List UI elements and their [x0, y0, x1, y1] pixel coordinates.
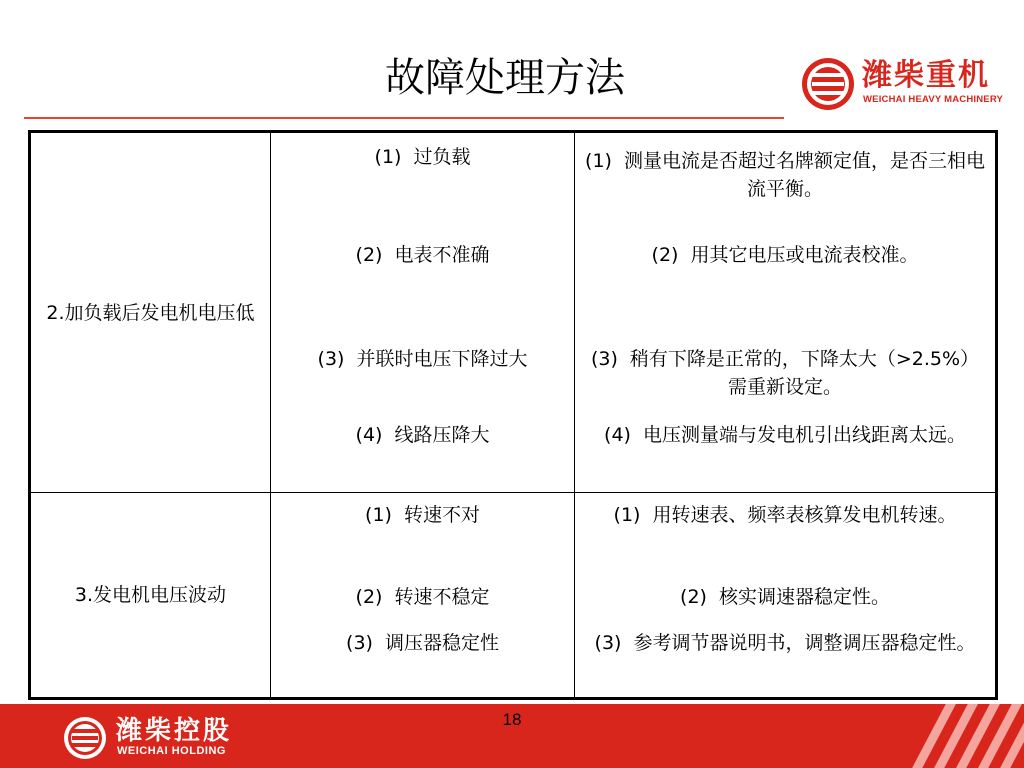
remedy-text: 用转速表、频率表核算发电机转速。	[652, 504, 957, 526]
cause-item	[271, 345, 574, 373]
page-number: 18	[502, 710, 522, 729]
remedy-text: 稍有下降是正常的，下降太大（>2.5%）需重新设定。	[629, 348, 980, 398]
brand-name-cn: 潍柴重机	[862, 58, 990, 93]
cause-text: 线路压降大	[394, 424, 490, 446]
cause-cell	[271, 493, 575, 698]
remedy-item	[575, 147, 995, 203]
remedy-item	[575, 583, 995, 611]
table-row	[31, 493, 996, 698]
weichai-heavy-machinery-logo	[800, 54, 1012, 116]
remedy-number: (3)	[594, 632, 622, 654]
cause-text: 并联时电压下降过大	[356, 348, 528, 370]
remedy-item	[575, 629, 995, 657]
weichai-emblem-icon	[63, 716, 107, 760]
cause-item	[271, 629, 574, 657]
remedy-item	[575, 421, 995, 449]
remedy-cell	[575, 133, 996, 493]
fault-cell: 2.加负载后发电机电压低	[31, 133, 271, 493]
cause-text: 转速不稳定	[394, 586, 490, 608]
remedy-cell	[575, 493, 996, 698]
remedy-number: (2)	[680, 586, 707, 608]
remedy-item	[575, 501, 995, 529]
remedy-number: (2)	[651, 244, 679, 266]
remedy-text: 测量电流是否超过名牌额定值，是否三相电流平衡。	[623, 150, 985, 200]
footer-bar	[0, 704, 1024, 768]
cause-number: (2)	[355, 586, 383, 608]
decorative-stripes-icon	[884, 704, 1024, 768]
remedy-item	[575, 345, 995, 401]
remedy-number: (3)	[590, 348, 618, 370]
weichai-emblem-icon	[800, 56, 856, 112]
remedy-number: (1)	[585, 150, 612, 172]
cause-cell	[271, 133, 575, 493]
troubleshooting-table	[28, 130, 998, 700]
cause-number: (1)	[374, 146, 402, 168]
footer-brand-en: WEICHAI HOLDING	[117, 745, 226, 757]
remedy-number: (4)	[604, 424, 631, 446]
cause-number: (4)	[355, 424, 383, 446]
cause-text: 调压器稳定性	[384, 632, 499, 654]
remedy-number: (1)	[613, 504, 641, 526]
remedy-text: 核实调速器稳定性。	[718, 586, 890, 608]
cause-item	[271, 143, 574, 171]
cause-item	[271, 501, 574, 529]
brand-name-en: WEICHAI HEAVY MACHINERY	[863, 94, 1004, 105]
cause-item	[271, 241, 574, 269]
remedy-item	[575, 241, 995, 269]
cause-number: (3)	[346, 632, 373, 654]
cause-number: (3)	[317, 348, 345, 370]
table-row	[31, 133, 996, 493]
cause-text: 转速不对	[403, 504, 480, 526]
remedy-text: 用其它电压或电流表校准。	[690, 244, 919, 266]
remedy-text: 参考调节器说明书，调整调压器稳定性。	[633, 632, 976, 654]
cause-text: 电表不准确	[394, 244, 490, 266]
cause-number: (1)	[365, 504, 392, 526]
footer-brand-cn: 潍柴控股	[116, 716, 233, 746]
cause-text: 过负载	[413, 146, 471, 168]
remedy-text: 电压测量端与发电机引出线距离太远。	[642, 424, 966, 446]
cause-item	[271, 421, 574, 449]
slide-title: 故障处理方法	[385, 55, 625, 101]
fault-cell: 3.发电机电压波动	[31, 493, 271, 698]
cause-item	[271, 583, 574, 611]
cause-number: (2)	[355, 244, 383, 266]
title-underline	[24, 117, 784, 119]
